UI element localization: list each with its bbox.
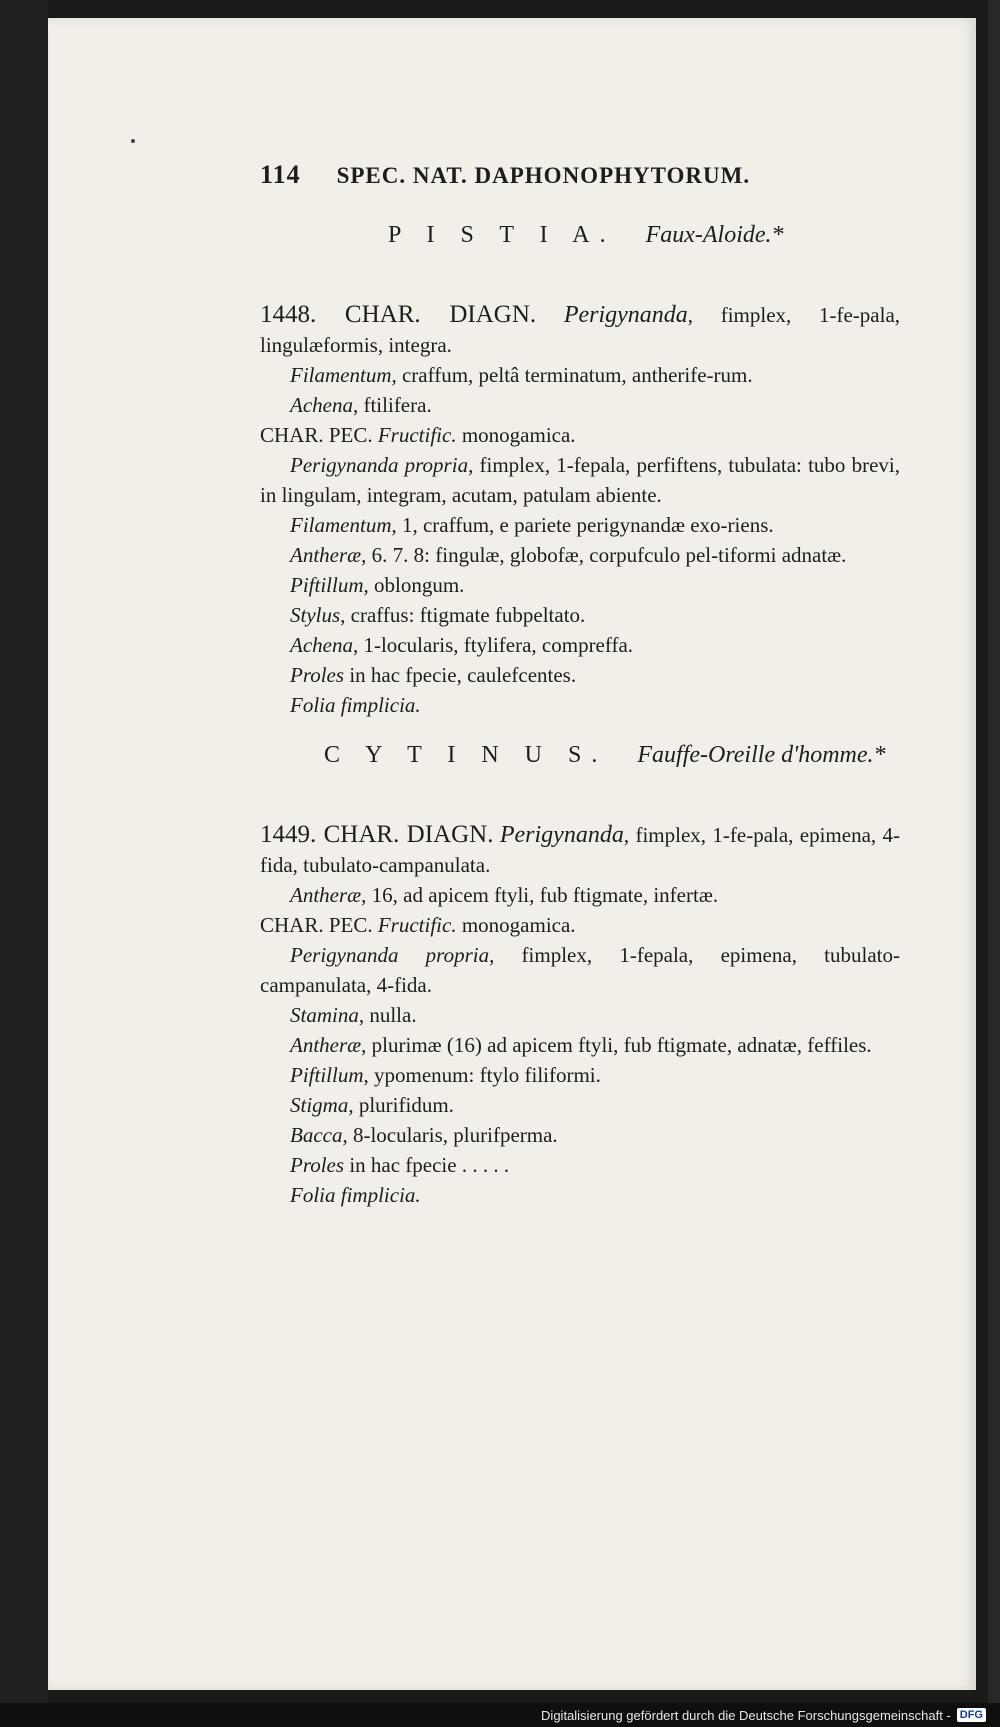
term: Bacca [290, 1123, 343, 1147]
entry-paragraph [260, 390, 900, 420]
entry-paragraph [260, 910, 900, 940]
entry-paragraph [260, 570, 900, 600]
term: Proles [290, 1153, 345, 1177]
entry-paragraph [260, 300, 900, 360]
term: Stamina [290, 1003, 359, 1027]
entry-paragraph [260, 1030, 900, 1060]
description: , fimplex, 1-fepala, perfiftens, tubulata: tubo brevi, in lingulam, integram, acutam, patulam abiente. [260, 453, 900, 507]
description: , fimplex, 1-fe-pala, lingulæformis, integra. [260, 303, 901, 357]
entry-paragraph [260, 660, 900, 690]
term: Folia fimplicia. [290, 1183, 421, 1207]
entry-paragraph [260, 690, 900, 720]
description: , 1-locularis, ftylifera, compreffa. [352, 633, 634, 657]
description: in hac fpecie . . . . . [349, 1153, 510, 1177]
term: Achena [290, 393, 353, 417]
entry-paragraph [260, 510, 900, 540]
term: Folia fimplicia. [290, 693, 421, 717]
term: Antheræ [290, 1033, 362, 1057]
page-content [260, 160, 900, 1210]
section-label: CHAR. PEC. [260, 913, 373, 937]
genus-name: P I S T I A. [388, 222, 616, 248]
description: , oblongum. [363, 573, 465, 597]
description: , plurifidum. [348, 1093, 454, 1117]
entry-number: 1449. CHAR. DIAGN. [260, 821, 494, 848]
description: monogamica. [461, 423, 576, 447]
genus-heading-cytinus [260, 742, 900, 798]
term: Filamentum [290, 513, 392, 537]
description: , nulla. [358, 1003, 417, 1027]
description: , plurimæ (16) ad apicem ftyli, fub ftigmate, adnatæ, feffiles. [361, 1033, 872, 1057]
term: Stylus [290, 603, 341, 627]
entry-paragraph [260, 600, 900, 630]
term: Perigynanda propria [290, 943, 490, 967]
term: Perigynanda [563, 302, 688, 328]
description: , 8-locularis, plurifperma. [342, 1123, 558, 1147]
genus-french-name: Fauffe-Oreille d'homme.* [637, 742, 886, 768]
term: Stigma [290, 1093, 349, 1117]
description: , craffus: ftigmate fubpeltato. [340, 603, 586, 627]
page-number: 114 [260, 160, 301, 189]
genus-heading-pistia [260, 222, 900, 278]
genus-french-name: Faux-Aloide.* [645, 222, 784, 248]
description: in hac fpecie, caulefcentes. [349, 663, 577, 687]
entry-paragraph [260, 820, 900, 880]
description: , craffum, peltâ terminatum, antherife-rum. [391, 363, 753, 387]
description: , 16, ad apicem ftyli, fub ftigmate, infertæ. [361, 883, 719, 907]
description: , fimplex, 1-fepala, epimena, tubulato-campanulata, 4-fida. [260, 943, 900, 997]
entry-paragraph [260, 540, 900, 570]
term: Proles [290, 663, 345, 687]
term: Perigynanda [499, 822, 624, 848]
entry-paragraph [260, 1060, 900, 1090]
description: , 6. 7. 8: fingulæ, globofæ, corpufculo pel-tiformi adnatæ. [361, 543, 847, 567]
term: Perigynanda propria [290, 453, 469, 477]
entry-paragraph [260, 360, 900, 390]
description: , fimplex, 1-fe-pala, epimena, 4-fida, tubulato-campanulata. [260, 823, 901, 877]
dfg-logo: DFG [957, 1708, 986, 1722]
term: Antheræ [290, 543, 362, 567]
term: Piftillum [290, 1063, 364, 1087]
entry-paragraph [260, 630, 900, 660]
entry-paragraph [260, 1150, 900, 1180]
funding-footer [0, 1703, 1000, 1727]
term: Filamentum [290, 363, 392, 387]
term: Achena [290, 633, 353, 657]
running-head [260, 160, 900, 196]
term: Antheræ [290, 883, 362, 907]
section-label: CHAR. PEC. [260, 423, 373, 447]
description: , ypomenum: ftylo filiformi. [363, 1063, 601, 1087]
entry-paragraph [260, 1090, 900, 1120]
entry-number: 1448. CHAR. DIAGN. [260, 301, 537, 328]
entry-paragraph [260, 1120, 900, 1150]
entry-paragraph [260, 420, 900, 450]
ink-speck [131, 139, 135, 143]
term: Fructific. [377, 913, 457, 937]
entry-paragraph [260, 940, 900, 1000]
entry-paragraph [260, 1000, 900, 1030]
description: monogamica. [461, 913, 576, 937]
genus-name: C Y T I N U S. [324, 742, 608, 768]
entry-paragraph [260, 450, 900, 510]
term: Fructific. [377, 423, 457, 447]
scan-left-edge [0, 0, 48, 1727]
running-title: SPEC. NAT. DAPHONOPHYTORUM. [336, 163, 751, 188]
funding-notice: Digitalisierung gefördert durch die Deutsche Forschungsgemeinschaft - [541, 1707, 951, 1723]
scan-right-edge [988, 0, 1000, 1727]
description: , 1, craffum, e pariete perigynandæ exo-riens. [391, 513, 774, 537]
entry-paragraph [260, 880, 900, 910]
description: , ftilifera. [352, 393, 432, 417]
term: Piftillum [290, 573, 364, 597]
entry-paragraph [260, 1180, 900, 1210]
